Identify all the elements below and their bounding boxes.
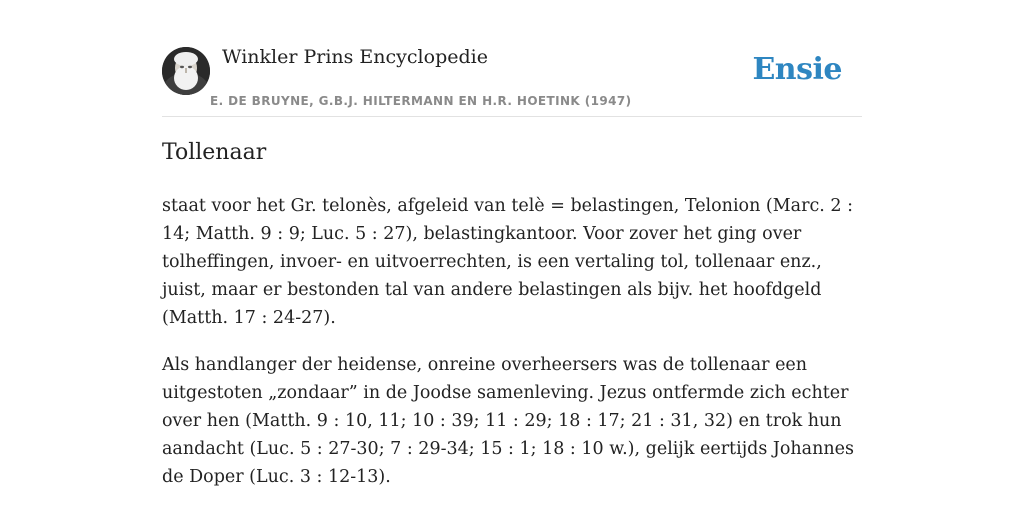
article-paragraph: Als handlanger der heidense, onreine overheersers was de tollenaar een uitgestoten „zondaar” in de Joodse samenleving. Jezus ontfermde zich echter over hen (Matth. 9 : 10, 11; 10 : 39; 11 : 29; 18 : 17; 21 : 31, 32) en trok hun aandacht (Luc. 5 : 27-30; 7 : 29-34; 15 : 1; 18 : 10 w.), gelijk eertijds Johannes de Doper (Luc. 3 : 12-13). xyxy=(162,355,854,487)
book-authors: E. DE BRUYNE, G.B.J. HILTERMANN EN H.R. HOETINK (1947) xyxy=(210,94,632,108)
article-body xyxy=(162,192,862,510)
author-portrait-icon xyxy=(162,47,210,95)
ensie-logo-link[interactable]: Ensie xyxy=(752,52,842,87)
article-title: Tollenaar xyxy=(162,140,267,165)
article-paragraph: staat voor het Gr. telonès, afgeleid van telè = belastingen, Telonion (Marc. 2 : 14; Matth. 9 : 9; Luc. 5 : 27), belastingkantoor. Voor zover het ging over tolheffingen, invoer- en uitvoerrechten, is een vertaling tol, tollenaar enz., juist, maar er bestonden tal van andere belastingen als bijv. het hoofdgeld (Matth. 17 : 24-27). xyxy=(162,196,853,328)
page xyxy=(162,0,862,487)
book-header xyxy=(162,0,862,117)
author-avatar-icon[interactable] xyxy=(162,47,210,95)
book-title[interactable]: Winkler Prins Encyclopedie xyxy=(222,46,488,68)
